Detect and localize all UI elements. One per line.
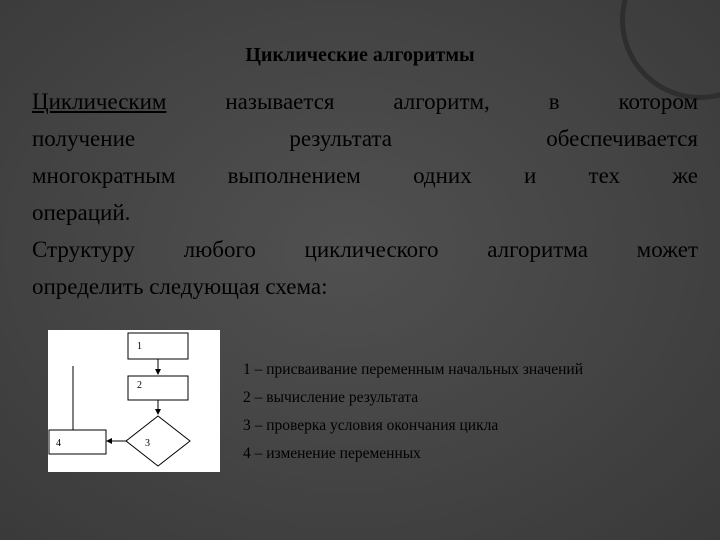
legend-item-1: 1 – присваивание переменным начальных значений [243,361,584,378]
word: выполнением [227,163,361,188]
definition-paragraph [32,83,698,231]
paragraph1-line1 [32,83,698,120]
word: получение [32,126,136,151]
flowchart-legend [243,356,583,468]
word: любого [183,237,256,262]
word: алгоритма [487,237,588,262]
word: результата [289,126,392,151]
paragraph1-line3 [32,157,698,194]
word: в [548,89,560,114]
structure-paragraph [32,231,698,305]
loop-flowchart [48,330,220,472]
word: одних [413,163,472,188]
word: многократным [32,163,176,188]
word: тех [588,163,620,188]
word: обеспечивается [546,126,699,151]
slide-title: Циклические алгоритмы [245,44,475,66]
flowchart-decision-3 [126,416,190,466]
word: циклического [304,237,439,262]
paragraph1-line2 [32,120,698,157]
paragraph2-line2: определить следующая схема: [32,274,328,299]
word: котором [618,89,699,114]
paragraph2-line1 [32,231,698,268]
legend-item-2: 2 – вычисление результата [243,389,419,406]
word: же [672,163,699,188]
legend-item-4: 4 – изменение переменных [243,445,421,462]
flowchart-label-1: 1 [137,341,142,352]
paragraph1-line4: операций. [32,200,131,225]
flowchart-label-2: 2 [137,380,142,391]
legend-item-3: 3 – проверка условия окончания цикла [243,417,499,434]
flowchart-label-4: 4 [56,438,61,449]
word: Структуру [32,237,135,262]
word: алгоритм, [393,89,490,114]
flowchart-label-3: 3 [145,438,150,449]
term-cyclic: Циклическим [32,89,167,114]
word: и [523,163,537,188]
word: называется [225,89,335,114]
word: может [636,237,699,262]
